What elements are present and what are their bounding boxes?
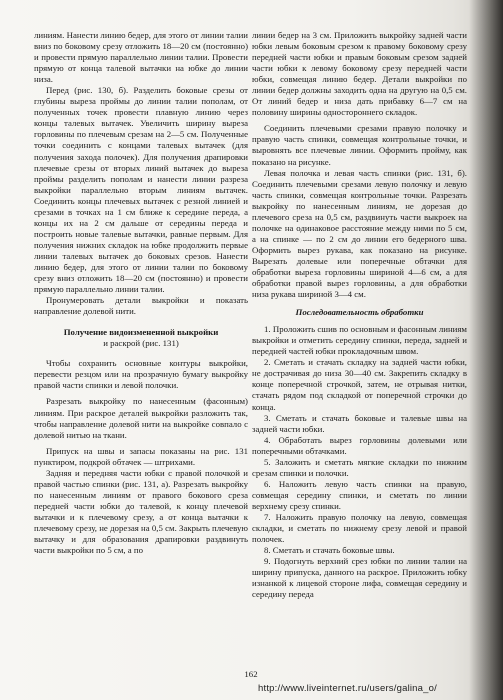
page-number: 162 [244,669,258,679]
left-paragraph-4: Чтобы сохранить основные контуры выкройки, перевести резцом или на прозрачную бумагу выкройку правой части спинки и левой полочки. [34,358,248,391]
step-9: 9. Подогнуть верхний срез юбки по линии талии на ширину припуска, данного на раскрое. Приложить юбку изнанкой к лицевой стороне лифа, совмещая середину и середину переда [252,556,467,600]
step-7: 7. Наложить правую полочку на левую, совмещая складки, и сметать по нижнему срезу левой и правой полочек. [252,511,467,545]
step-6: 6. Наложить левую часть спинки на правую, совмещая середину спинки, и сметать по линии верхнему срезу спинки. [252,478,467,511]
step-8: 8. Сметать и стачать боковые швы. [264,545,395,556]
step-4: 4. Обработать вырез горловины долевыми или поперечными обтачками. [252,434,467,456]
step-2: 2. Сметать и стачать складку на задней части юбки, не дострачивая до низа 30—40 см. Закрепить складку в конце поперечной строчкой, затем, не отрывая нитки, стачать рядом под складкой от поперечной строчки до конца. [252,357,467,412]
left-paragraph-2: Перед (рис. 130, б). Разделить боковые срезы от глубины выреза проймы до линии талии пополам, от полученных точек провести плавную линию через концы талевых вытачек. Увеличить ширину выреза горловины по плечевым срезам на 2—5 см. Полученные точки соединить с концами талевых вытачек (для получения захода полочек). Для получения драпировки плечевые срезы от вторых линий вытачек до выреза проймы разделить пополам и нанести линии разреза выкройки параллельно вторым линиям вытачек. Соединить концы плечевых вытачек с резной линией и срезами в точках на 1 см ближе к середине переда, а концы их на 2 см дальше от середины переда и построить новые талевые вытачки, равные первым. Для получения нижних складок на юбке продолжить первые линии талевых вытачек до боковых срезов. Нанести линию бедер, для этого от линии талии по боковому срезу вниз отложить 18—20 см (постоянно) и провести прямую параллельно линии талии. [34,85,248,295]
right-paragraph-2: Соединить плечевыми срезами правую полочку и правую часть спинки, совмещая контрольные точки, и выровнять все плечевые линии. Оформить пройму, как показано на рисунке. [252,123,467,167]
book-spine-shadow [469,0,503,700]
step-1: 1. Проложить сшив по основным и фасонным линиям выкройки и отметить середину спинки, переда, задней и передней частей юбки прокладочным швом. [252,324,467,357]
left-paragraph-1: линиям. Нанести линию бедер, для этого от линии талии вниз по боковому срезу отложить 18—20 см (постоянно) и провести прямую параллельно линии талии. Провести прямую от конца талевой вытачки на юбке до линии низа. [34,30,248,85]
left-paragraph-6: Припуск на швы и запасы показаны на рис. 131 пунктиром, подкрой обтачек — штрихами. [34,445,248,467]
right-column [252,30,467,600]
right-paragraph-1: линии бедер на 3 см. Приложить выкройку задней части юбки левым боковым срезом к правому боковому срезу передней части юбки и правым боковым срезом задней части юбки к левому боковому срезу передней части юбки, совмещая линию бедер. Детали выкройки по линии бедер должны заходить одна на другую на 0,5 см. От линий бедер и низа дать прибавку 6—7 см на половину ширины одностороннего складок. [252,30,467,118]
left-paragraph-5: Разрезать выкройку по нанесенным (фасонным) линиям. При раскрое деталей выкройки разложить так, чтобы направление долевой нити на выкройке совпало с долевой нитью на ткани. [34,396,248,440]
right-paragraph-3: Левая полочка и левая часть спинки (рис. 131, б). Соединить плечевыми срезами левую полочку и левую часть спинки, совмещая контрольные точки. Разрезать выкройку по нанесенным линиям, не дорезая до плечевого среза на 0,5 см, раздвинуть части выкроек на полочке на одинаковое расстояние между ними по 5 см, а на спинке — по 2 см до линии его бедерного шва. Оформить вырез рукава, как показано на рисунке. Вырезать долевые или поперечные обтачки для обработки выреза горловины шириной 4—6 см, а для обработки правой вырез горловины, а для обработки низа рукава шириной 3—4 см. [252,167,467,300]
left-paragraph-3: Пронумеровать детали выкройки и показать направление долевой нити. [34,295,248,317]
section-title: Получение видоизмененной выкройки [63,327,219,338]
step-5: 5. Заложить и сметать мягкие складки по нижним срезам спинки и полочки. [252,456,467,478]
section-subtitle: и раскрой (рис. 131) [103,338,179,349]
watermark-url: http://www.liveinternet.ru/users/galina_o/ [258,683,437,694]
processing-heading: Последовательность обработки [295,307,424,318]
step-3: 3. Сметать и стачать боковые и талевые швы на задней части юбки. [252,412,467,434]
left-column [34,30,248,556]
left-paragraph-7: Задняя и передняя части юбки с правой полочкой и правой частью спинки (рис. 131, а). Разрезать выкройку по нанесенным линиям от правого бокового среза передней части юбки до талевой, к концу плечевой вытачки и к плечевому срезу, а от конца вытачки к плечевому срезу, не дорезая на 0,5 см. Закрыть плечевую вытачку и для образования драпировки раздвинуть части выкройки по 5 см, а по [34,467,248,556]
